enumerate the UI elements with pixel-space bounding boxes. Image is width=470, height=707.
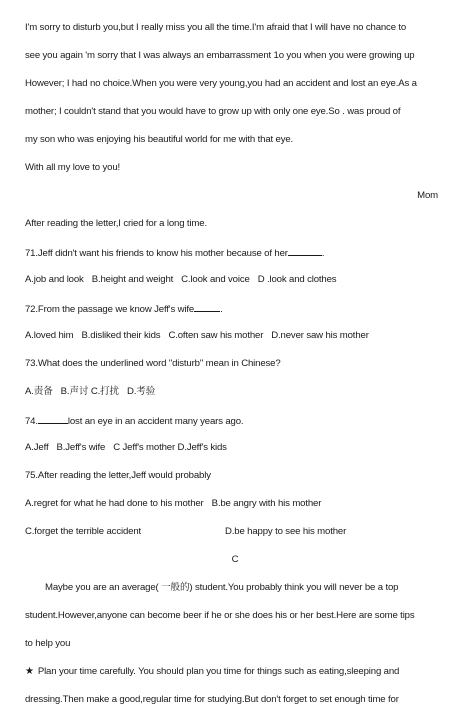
q72-blank: [194, 301, 220, 312]
letter-line-3: However; I had no choice.When you were very young,you had an accident and lost an eye.As a: [25, 78, 417, 89]
letter-line-2: see you again 'm sorry that I was always an embarrassment 1o you when you were growing up: [25, 50, 415, 61]
letter-closing: With all my love to you!: [25, 162, 121, 173]
q72-option-a: A.loved him: [25, 330, 74, 341]
q74-stem: 74.: [25, 416, 38, 427]
letter-line-4: mother; I couldn't stand that you would have to grow up with only one eye.So . was proud of: [25, 106, 401, 117]
q71-options: [25, 273, 458, 287]
q75-option-a: A.regret for what he had done to his mother: [25, 498, 204, 509]
q72-option-b: B.disliked their kids: [81, 330, 161, 341]
q71-option-a: A.job and look: [25, 274, 84, 285]
section-c-line-5: dressing.Then make a good,regular time for studying.But don't forget to set enough time for: [25, 694, 399, 705]
question-73: 73.What does the underlined word "disturb" mean in Chinese?: [25, 358, 281, 369]
q71-stem: 71.Jeff didn't want his friends to know his mother because of her: [25, 248, 288, 259]
q71-stem-end: .: [321, 248, 325, 259]
q74-option-cd: C Jeff's mother D.Jeff's kids: [113, 442, 227, 453]
q72-option-c: C.often saw his mother: [168, 330, 264, 341]
q75-option-c: C.forget the terrible accident: [25, 526, 142, 537]
section-c-label: C: [231, 554, 239, 565]
q73-option-bc: B.声讨 C.打扰: [60, 386, 120, 397]
question-72: [25, 301, 458, 317]
q74-option-b: B.Jeff's wife: [56, 442, 106, 453]
q71-option-c: C.look and voice: [181, 274, 250, 285]
q72-stem: 72.From the passage we know Jeff's wife: [25, 304, 195, 315]
question-75: 75.After reading the letter,Jeff would probably: [25, 470, 211, 481]
q74-stem-end: lost an eye in an accident many years ago.: [67, 416, 244, 427]
star-bullet-icon: ★: [25, 666, 34, 677]
letter-line-1: I'm sorry to disturb you,but I really miss you all the time.I'm afraid that I will have no chance to: [25, 22, 407, 33]
q75-option-b: B.be angry with his mother: [211, 498, 322, 509]
q74-options: [25, 441, 458, 455]
q72-options: [25, 329, 458, 343]
q71-option-b: B.height and weight: [91, 274, 174, 285]
q71-blank: [288, 245, 322, 256]
q74-blank: [38, 413, 68, 424]
q71-option-d: D .look and clothes: [257, 274, 337, 285]
q73-options: [25, 385, 458, 399]
section-c-line-1: Maybe you are an average( 一般的) student.You probably think you will never be a top: [45, 582, 399, 593]
section-c-line-3: to help you: [25, 638, 71, 649]
section-c-tip-1-text: Plan your time carefully. You should plan you time for things such as eating,sleeping and: [37, 666, 400, 677]
question-71: [25, 245, 458, 261]
section-c-tip-1: [25, 665, 458, 679]
q74-option-a: A.Jeff: [25, 442, 49, 453]
q73-option-a: A.责备: [25, 386, 53, 397]
letter-line-5: my son who was enjoying his beautiful world for me with that eye.: [25, 134, 294, 145]
q73-option-d: D.考验: [127, 386, 156, 397]
question-74: [25, 413, 458, 429]
q75-options-row-2: [25, 525, 458, 539]
section-c-line-2: student.However,anyone can become beer if he or she does his or her best.Here are some tips: [25, 610, 415, 621]
letter-signature: Mom: [417, 190, 438, 201]
after-letter-text: After reading the letter,I cried for a long time.: [25, 218, 207, 229]
q75-options-row-1: [25, 497, 458, 511]
q72-option-d: D.never saw his mother: [271, 330, 369, 341]
q72-stem-end: .: [220, 304, 223, 315]
q75-option-d: D.be happy to see his mother: [225, 526, 347, 537]
